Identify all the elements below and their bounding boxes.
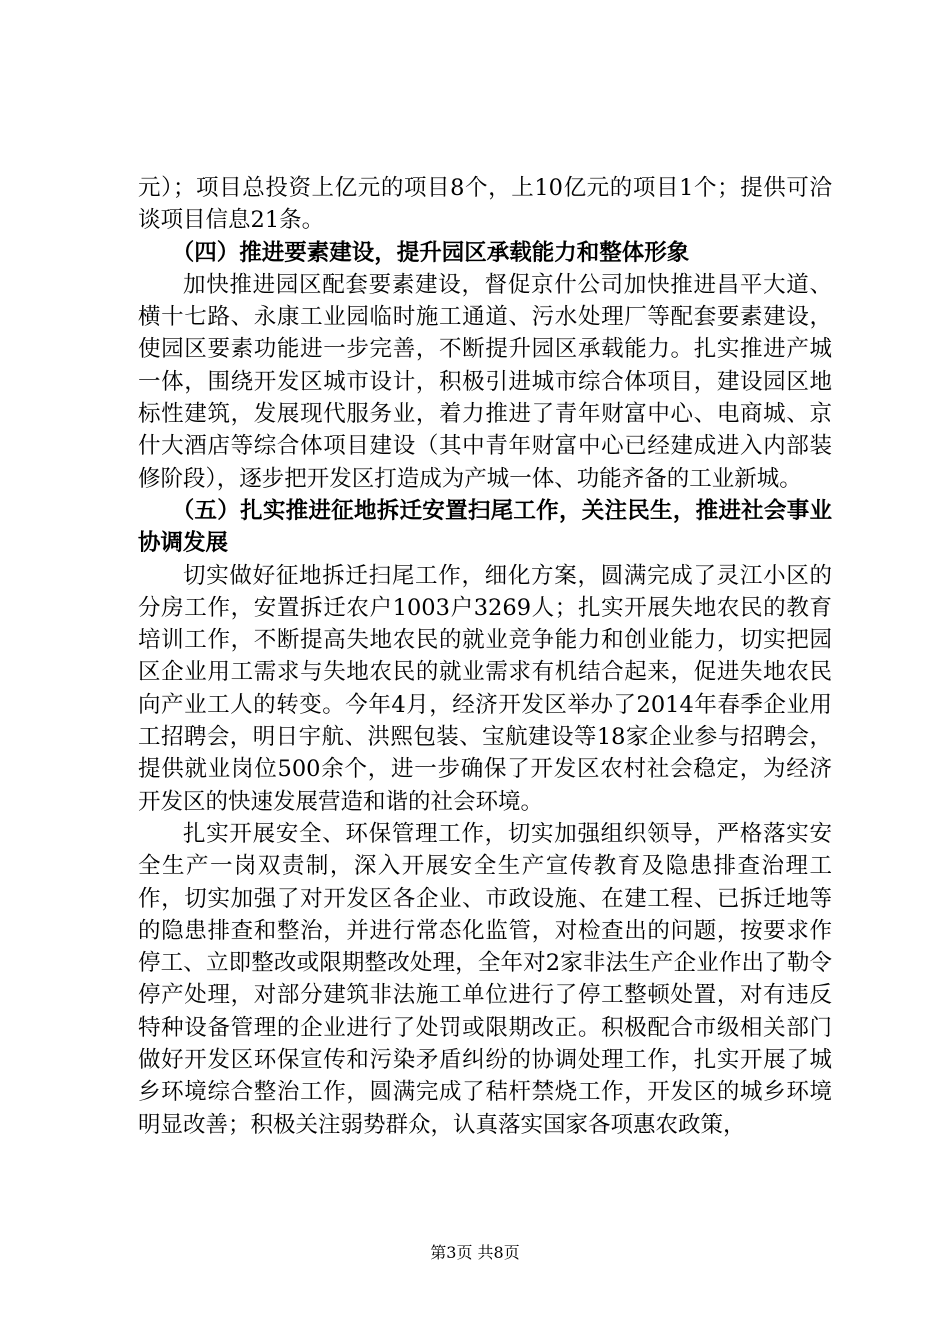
paragraph-continuation: 元）；项目总投资上亿元的项目8个，上10亿元的项目1个；提供可洽谈项目信息21条。 (138, 175, 832, 234)
paragraph-safety-environment: 扎实开展安全、环保管理工作，切实加强组织领导，严格落实安全生产一岗双责制，深入开展安全生产宣传教育及隐患排查治理工作，切实加强了对开发区各企业、市政设施、在建工程、已拆迁地等的隐患排查和整治，并进行常态化监管，对检查出的问题，按要求作停工、立即整改或限期整改处理，全年对2家非法生产企业作出了勒令停产处理，对部分建筑非法施工单位进行了停工整顿处置，对有违反特种设备管理的企业进行了处罚或限期改正。积极配合市级相关部门做好开发区环保宣传和污染矛盾纠纷的协调处理工作，扎实开展了城乡环境综合整治工作，圆满完成了秸杆禁烧工作，开发区的城乡环境明显改善；积极关注弱势群众，认真落实国家各项惠农政策， (138, 820, 832, 1138)
paragraph-land-relocation: 切实做好征地拆迁扫尾工作，细化方案，圆满完成了灵江小区的分房工作，安置拆迁农户1003户3269人；扎实开展失地农民的教育培训工作，不断提高失地农民的就业竞争能力和创业能力，切实把园区企业用工需求与失地农民的就业需求有机结合起来，促进失地农民向产业工人的转变。今年4月，经济开发区举办了2014年春季企业用工招聘会，明日宇航、洪熙包装、宝航建设等18家企业参与招聘会，提供就业岗位500余个，进一步确保了开发区农村社会稳定，为经济开发区的快速发展营造和谐的社会环境。 (138, 562, 832, 815)
paragraph-elements-construction: 加快推进园区配套要素建设，督促京什公司加快推进昌平大道、横十七路、永康工业园临时施工通道、污水处理厂等配套要素建设，使园区要素功能进一步完善，不断提升园区承载能力。扎实推进产城一体，围绕开发区城市设计，积极引进城市综合体项目，建设园区地标性建筑，发展现代服务业，着力推进了青年财富中心、电商城、京什大酒店等综合体项目建设（其中青年财富中心已经建成进入内部装修阶段），逐步把开发区打造成为产城一体、功能齐备的工业新城。 (138, 271, 832, 492)
page-number-footer: 第3页 共8页 (430, 1243, 520, 1262)
document-body (138, 172, 832, 1141)
section-heading-4: （四）推进要素建设，提升园区承载能力和整体形象 (171, 239, 690, 266)
section-heading-5: （五）扎实推进征地拆迁安置扫尾工作，关注民生，推进社会事业协调发展 (138, 497, 832, 557)
